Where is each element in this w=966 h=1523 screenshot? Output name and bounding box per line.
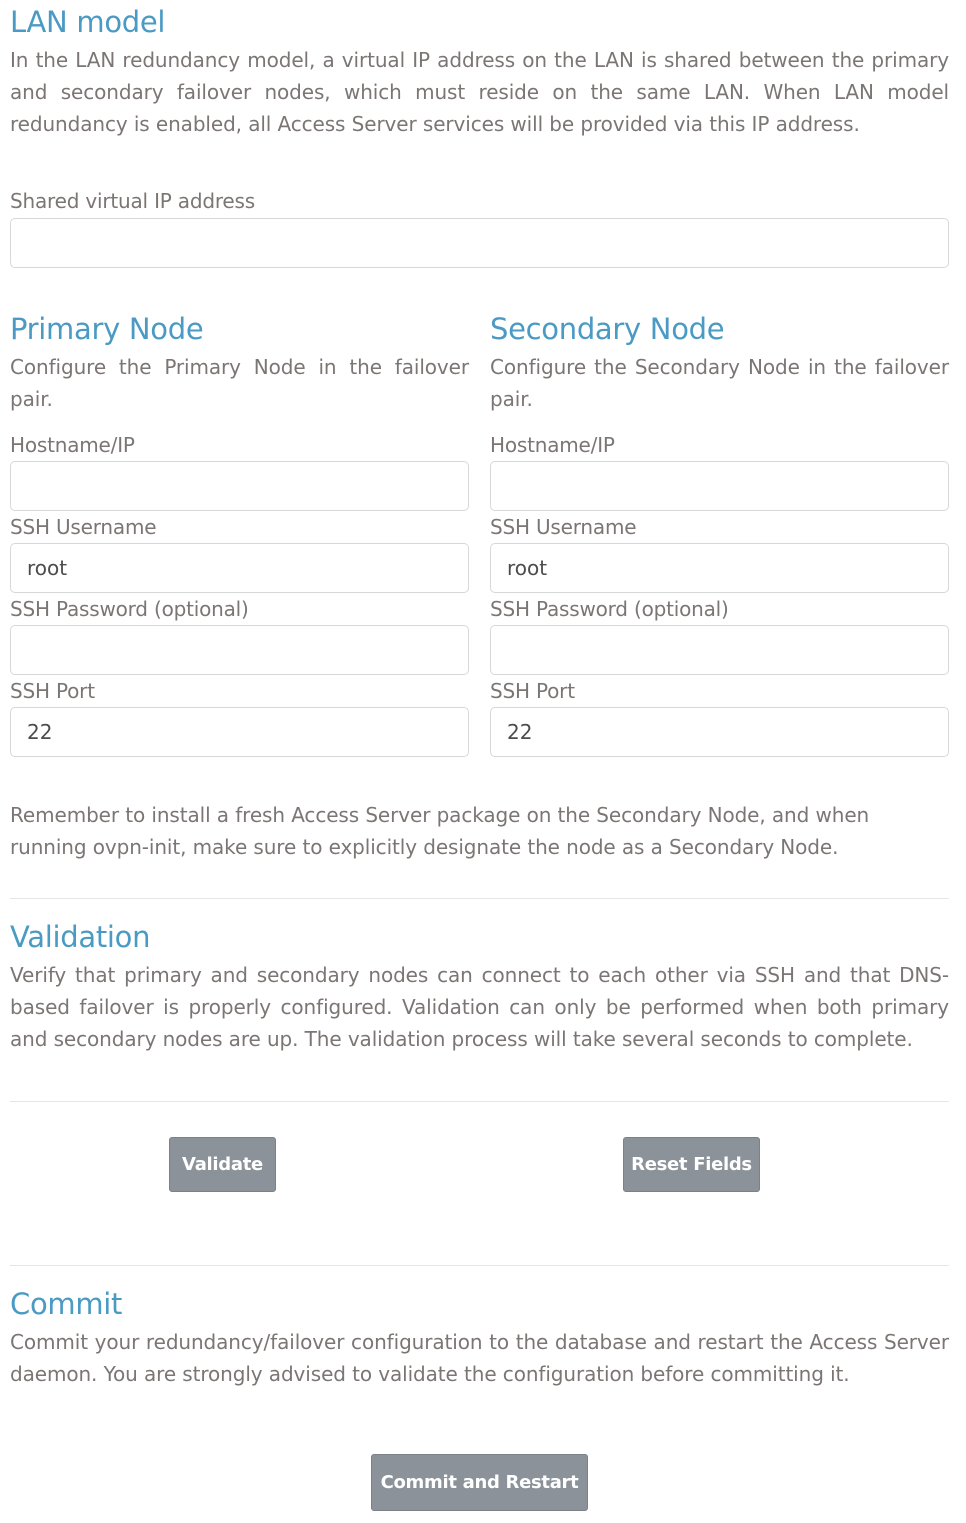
validation-title: Validation — [10, 920, 151, 954]
primary-hostname-input[interactable] — [10, 461, 469, 511]
divider — [10, 1101, 949, 1102]
shared-ip-input[interactable] — [10, 218, 949, 268]
commit-title: Commit — [10, 1287, 123, 1321]
shared-ip-label: Shared virtual IP address — [10, 189, 255, 213]
lan-model-title: LAN model — [10, 5, 166, 39]
secondary-node-description: Configure the Secondary Node in the failover pair. — [490, 355, 949, 411]
primary-ssh-password-label: SSH Password (optional) — [10, 597, 249, 621]
primary-node-description: Configure the Primary Node in the failover pair. — [10, 355, 469, 411]
secondary-ssh-username-label: SSH Username — [490, 515, 637, 539]
commit-and-restart-button[interactable]: Commit and Restart — [371, 1454, 588, 1511]
divider — [10, 1265, 949, 1266]
secondary-ssh-port-label: SSH Port — [490, 679, 575, 703]
secondary-ssh-port-input[interactable] — [490, 707, 949, 757]
lan-model-description: In the LAN redundancy model, a virtual IP address on the LAN is shared between the primary and secondary failover nodes, which must reside on the same LAN. When LAN model redundancy is enabled, all Access Server services will be provided via this IP address. — [10, 48, 949, 136]
primary-ssh-password-input[interactable] — [10, 625, 469, 675]
secondary-ssh-password-input[interactable] — [490, 625, 949, 675]
primary-ssh-username-input[interactable] — [10, 543, 469, 593]
secondary-install-reminder: Remember to install a fresh Access Server package on the Secondary Node, and when running ovpn-init, make sure to explicitly designate the node as a Secondary Node. — [10, 803, 870, 859]
primary-ssh-port-input[interactable] — [10, 707, 469, 757]
validation-description: Verify that primary and secondary nodes can connect to each other via SSH and that DNS-based failover is properly configured. Validation can only be performed when both primary and secondary nodes are up. The validation process will take several seconds to complete. — [10, 963, 949, 1051]
divider — [10, 898, 949, 899]
primary-ssh-username-label: SSH Username — [10, 515, 157, 539]
secondary-hostname-label: Hostname/IP — [490, 433, 615, 457]
reset-fields-button[interactable]: Reset Fields — [623, 1137, 760, 1192]
primary-node-title: Primary Node — [10, 312, 204, 346]
commit-description: Commit your redundancy/failover configuration to the database and restart the Access Server daemon. You are strongly advised to validate the configuration before committing it. — [10, 1330, 949, 1386]
primary-ssh-port-label: SSH Port — [10, 679, 95, 703]
secondary-ssh-password-label: SSH Password (optional) — [490, 597, 729, 621]
secondary-hostname-input[interactable] — [490, 461, 949, 511]
primary-hostname-label: Hostname/IP — [10, 433, 135, 457]
secondary-ssh-username-input[interactable] — [490, 543, 949, 593]
secondary-node-title: Secondary Node — [490, 312, 725, 346]
validate-button[interactable]: Validate — [169, 1137, 276, 1192]
